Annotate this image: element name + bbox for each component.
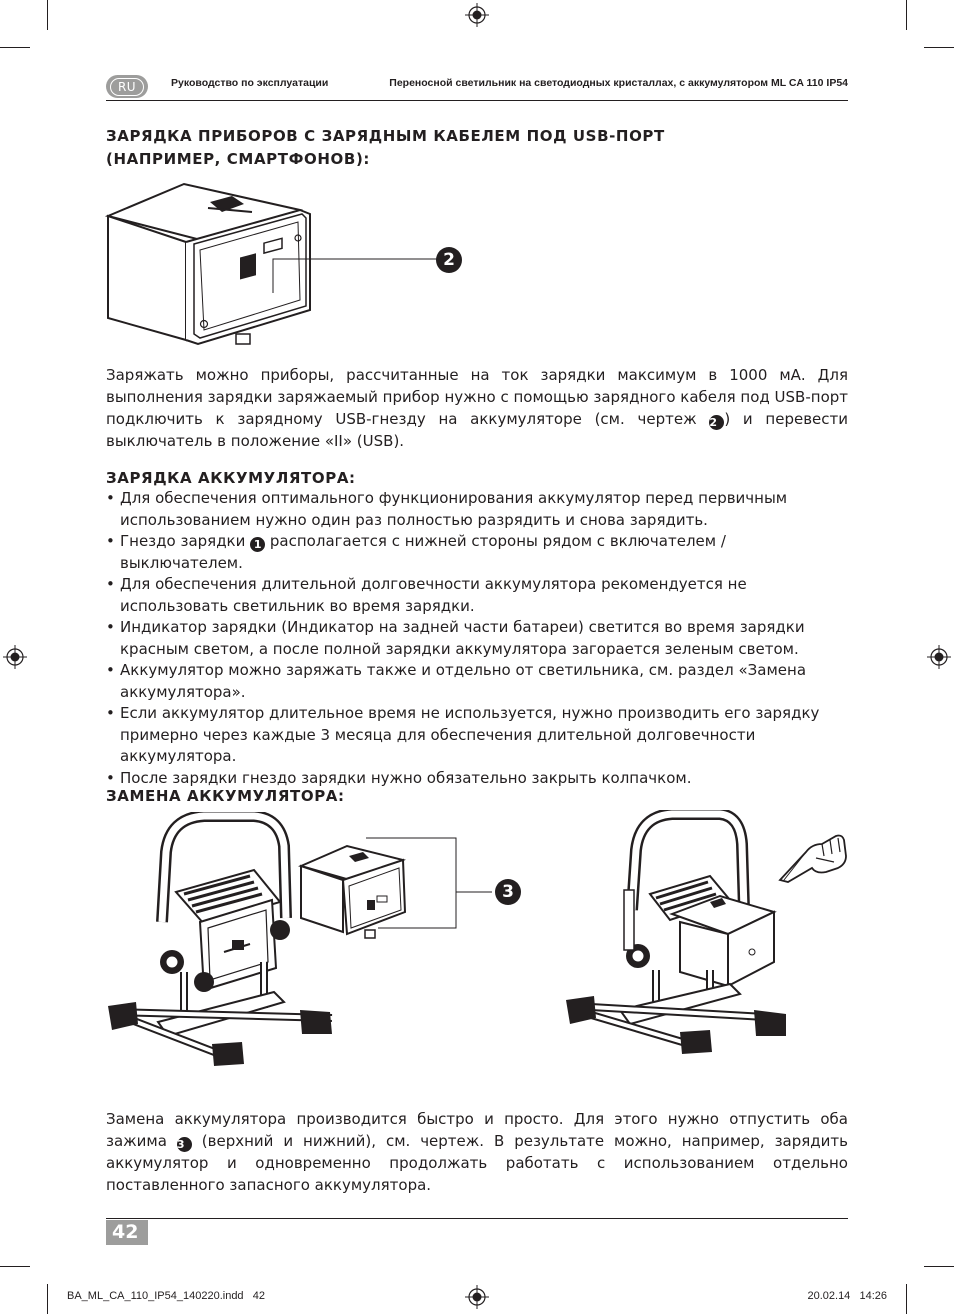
reference-number-2: 2 [709, 415, 724, 430]
header-manual-title: Руководство по эксплуатации [171, 77, 329, 89]
list-item: • Если аккумулятор длительное время не используется, нужно производить его зарядку примерно через каждые 3 месяца для обеспечения длительной долговечности аккумулятора. [106, 703, 848, 768]
crop-mark [47, 0, 48, 30]
registration-mark-icon [465, 3, 489, 27]
crop-mark [0, 1266, 30, 1267]
callout-leader-line [270, 255, 440, 295]
list-item: • Для обеспечения длительной долговечности аккумулятора рекомендуется не использовать светильник во время зарядки. [106, 574, 848, 617]
crop-mark [906, 1284, 907, 1314]
reference-number-3: 3 [177, 1137, 192, 1152]
charging-bullet-list [106, 488, 848, 789]
callout-number-3: 3 [495, 879, 521, 905]
section-charging-title: ЗАРЯДКА АККУМУЛЯТОРА: [106, 469, 356, 487]
pointing-hand-icon [776, 822, 850, 884]
footer-divider [106, 1218, 848, 1219]
usb-charging-paragraph: Заряжать можно приборы, рассчитанные на ток зарядки максимум в 1000 мА. Для выполнения зарядки заряжаемый прибор нужно с помощью зарядного кабеля под USB-порт подключить к зарядному USB-гнезду на аккумуляторе (см. чертеж 2 ) и перевести выключатель в положение «II» (USB). [106, 366, 848, 450]
registration-mark-icon [3, 645, 27, 669]
callout-number-2: 2 [436, 247, 462, 273]
section-replacement-title: ЗАМЕНА АККУМУЛЯТОРА: [106, 787, 345, 805]
crop-mark [924, 47, 954, 48]
list-item: • Индикатор зарядки (Индикатор на задней части батареи) светится во время зарядки красным светом, а после полной зарядки аккумулятора загорается зеленым светом. [106, 617, 848, 660]
print-slug-date: 20.02.14 14:26 [807, 1290, 887, 1302]
header-divider [106, 100, 848, 101]
lamp-with-battery-illustration [560, 810, 800, 1064]
crop-mark [0, 47, 30, 48]
print-slug-filename: BA_ML_CA_110_IP54_140220.indd 42 [67, 1290, 265, 1302]
section-usb-title-line1: ЗАРЯДКА ПРИБОРОВ С ЗАРЯДНЫМ КАБЕЛЕМ ПОД USB-ПОРТ [106, 127, 665, 145]
reference-number-1: 1 [250, 537, 265, 552]
language-code: RU [110, 78, 144, 96]
list-item: • Аккумулятор можно заряжать также и отдельно от светильника, см. раздел «Замена аккумулятора». [106, 660, 848, 703]
crop-mark [924, 1266, 954, 1267]
language-badge [106, 75, 148, 98]
callout-leader-line [360, 836, 496, 936]
list-item: • Для обеспечения оптимального функционирования аккумулятор перед первичным использованием нужно один раз полностью разрядить и снова зарядить. [106, 488, 848, 531]
crop-mark [47, 1284, 48, 1314]
registration-mark-icon [927, 645, 951, 669]
battery-replacement-paragraph: Замена аккумулятора производится быстро и просто. Для этого нужно отпустить оба зажима 3 (верхний и нижний), см. чертеж. В результате можно, например, зарядить аккумулятор и одновременно продолжать работать с использованием отдельно поставленного запасного аккумулятора. [106, 1110, 848, 1194]
crop-mark [906, 0, 907, 30]
list-item: • После зарядки гнездо зарядки нужно обязательно закрыть колпачком. [106, 768, 848, 790]
list-item: • Гнездо зарядки 1 располагается с нижней стороны рядом с включателем / выключателем. [106, 531, 848, 574]
section-usb-title-line2: (НАПРИМЕР, СМАРТФОНОВ): [106, 150, 370, 168]
registration-mark-icon [465, 1285, 489, 1309]
header-product-title: Переносной светильник на светодиодных кристаллах, с аккумулятором ML CA 110 IP54 [389, 77, 848, 89]
page-number: 42 [106, 1220, 148, 1245]
